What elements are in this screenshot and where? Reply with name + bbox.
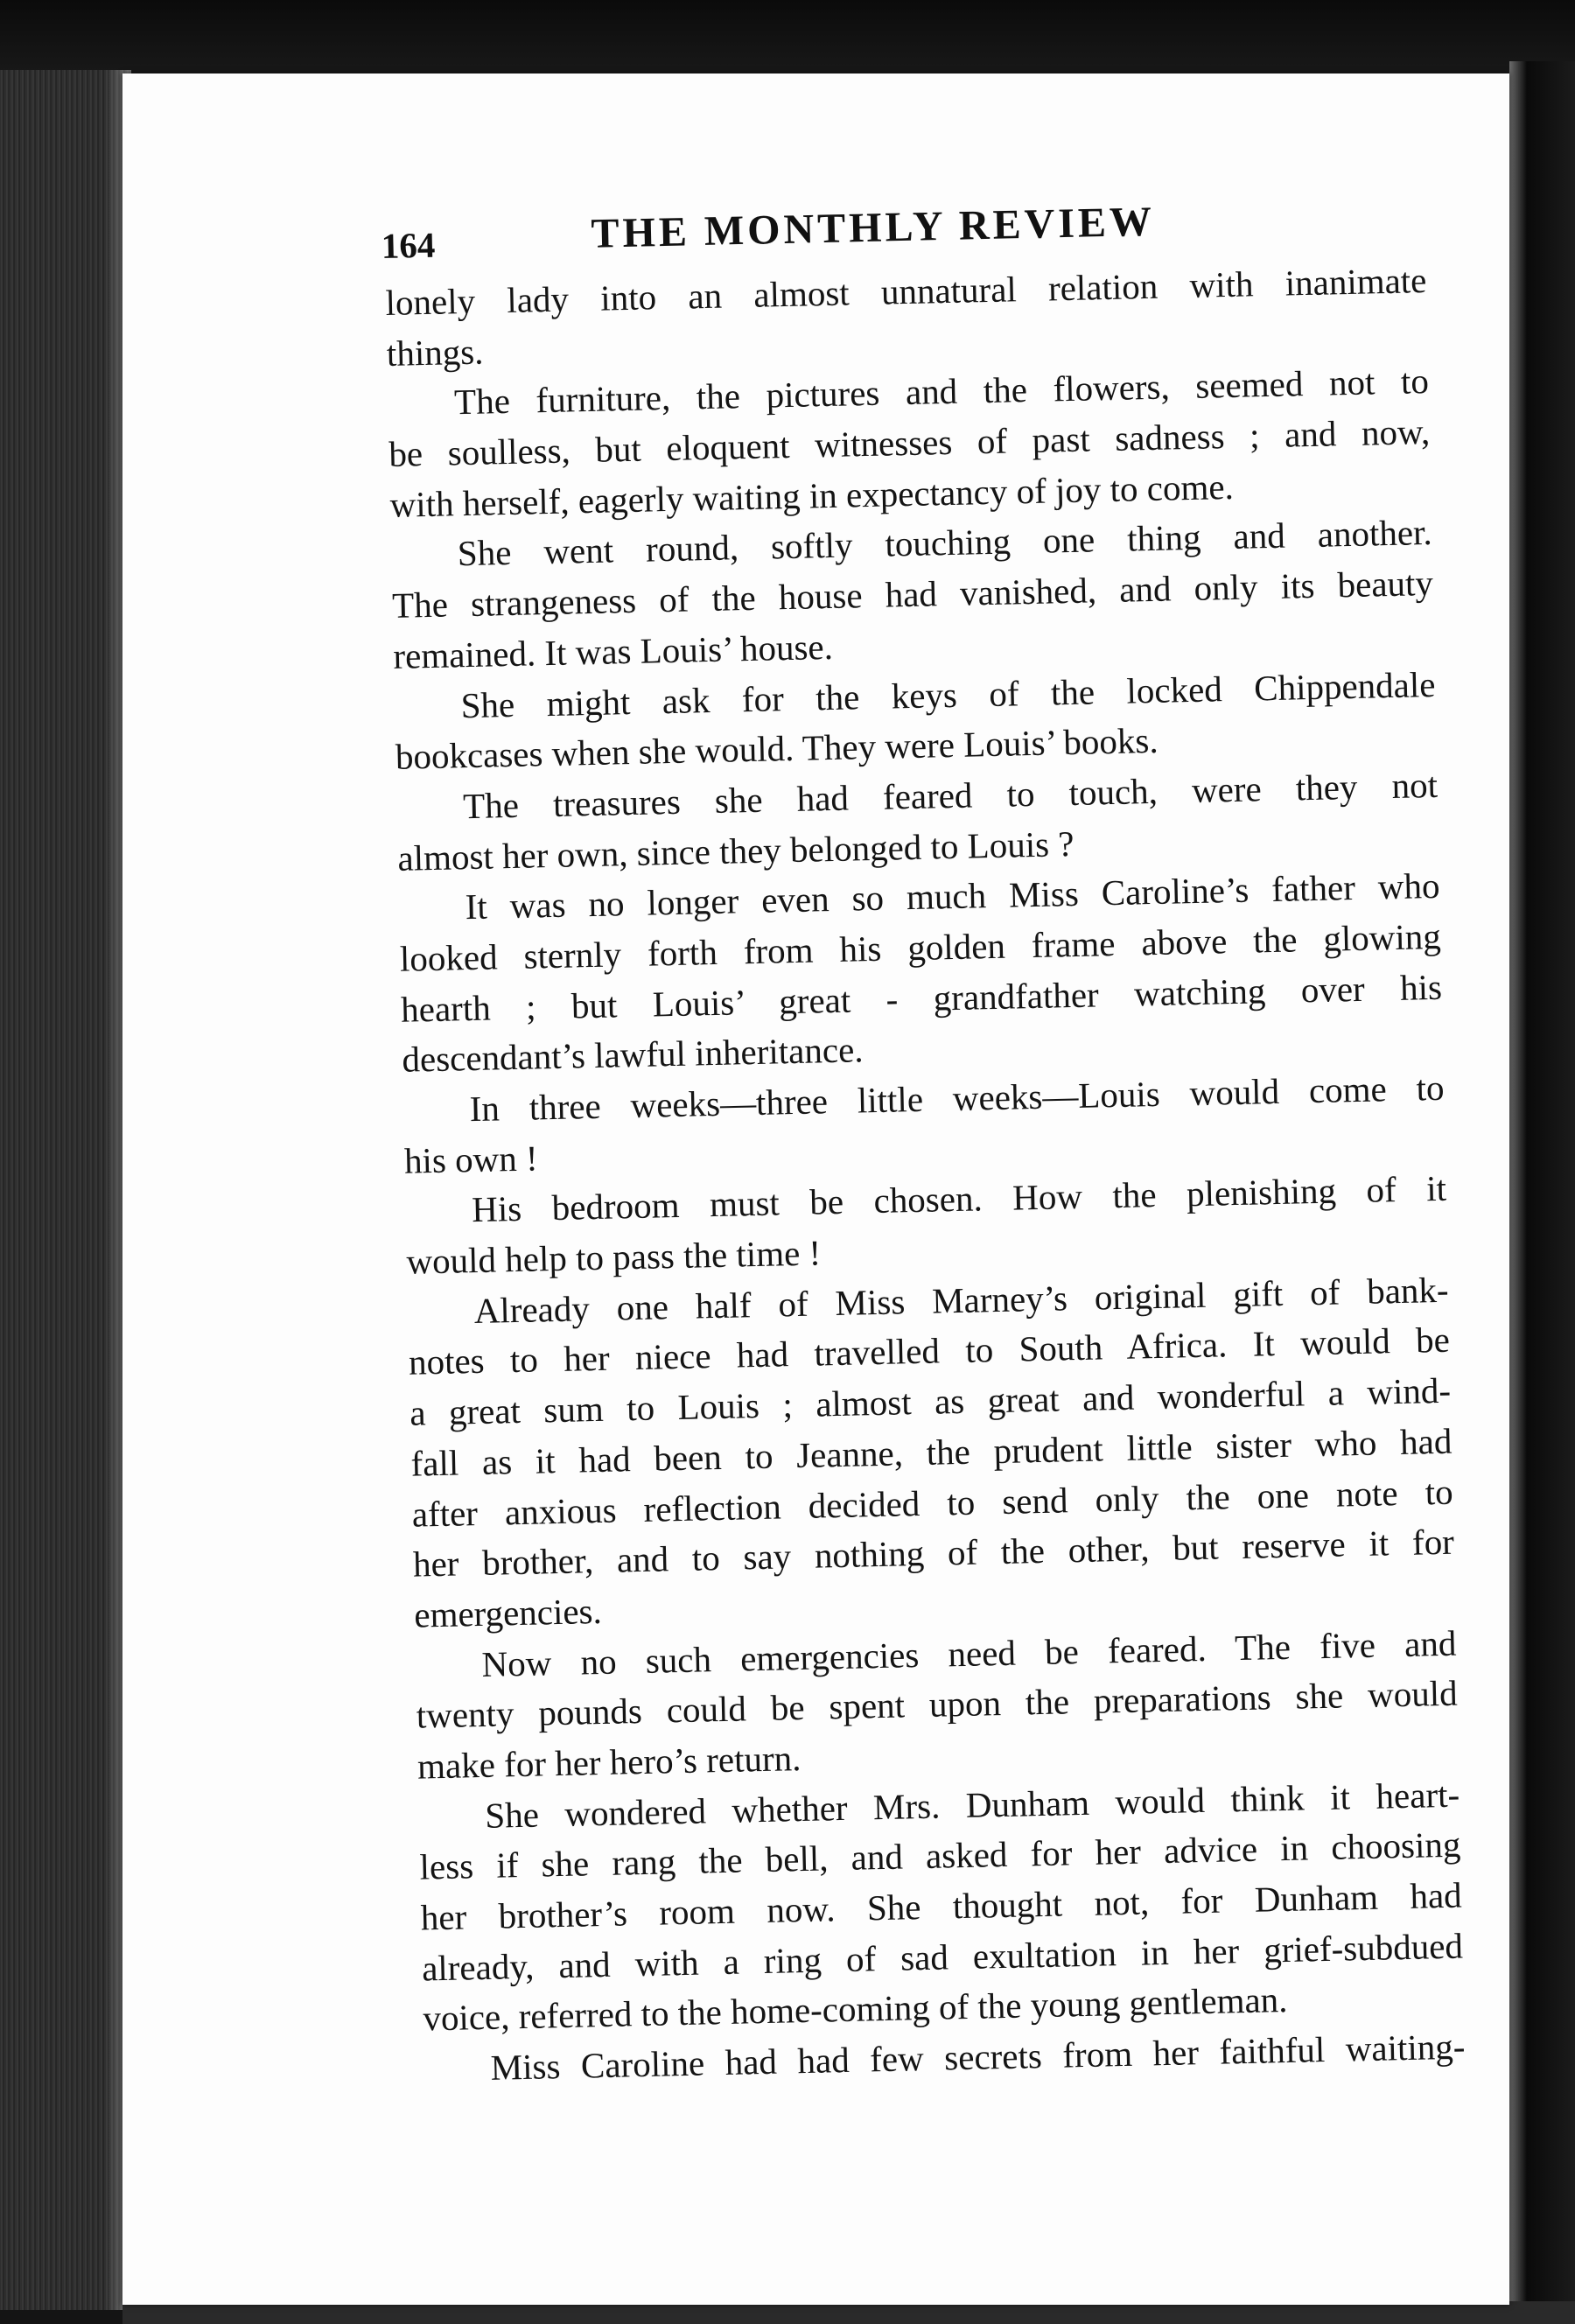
text-line: make for her hero’s return. — [416, 1737, 802, 1787]
text-line: a great sum to Louis ; almost as great and wonderful a wind- — [409, 1369, 1452, 1433]
text-line: things. — [386, 331, 484, 374]
text-line: Now no such emergencies need be feared. The five and — [481, 1622, 1457, 1684]
text-line: remained. It was Louis’ house. — [392, 626, 834, 676]
text-line: bookcases when she would. They were Louis’ books. — [395, 720, 1159, 778]
text-line: her brother’s room now. She thought not, for Dunham had — [420, 1874, 1463, 1938]
text-line: twenty pounds could be spent upon the preparations she would — [416, 1672, 1459, 1736]
text-line: descendant’s lawful inheritance. — [401, 1029, 864, 1081]
page-stack-left-edge — [0, 70, 131, 2310]
text-line: be soulless, but eloquent witnesses of past sadness ; and now, — [388, 411, 1431, 475]
text-line: She wondered whether Mrs. Dunham would think it heart- — [484, 1774, 1460, 1836]
text-line: already, and with a ring of sad exultation in her grief-subdued — [421, 1925, 1464, 1989]
text-line: with herself, eagerly waiting in expectancy of joy to come. — [389, 466, 1235, 525]
text-line: The furniture, the pictures and the flowers, seemed not to — [453, 360, 1430, 423]
body-text — [385, 256, 1466, 2095]
text-line: emergencies. — [413, 1590, 603, 1635]
text-line: In three weeks—three little weeks—Louis would come to — [469, 1067, 1445, 1130]
scan-top-shadow — [0, 0, 1575, 83]
text-line: less if she rang the bell, and asked for her advice in choosing — [419, 1824, 1461, 1887]
text-line: would help to pass the time ! — [406, 1232, 822, 1282]
text-line: voice, referred to the home-coming of the young gentleman. — [422, 1979, 1288, 2039]
text-line: The strangeness of the house had vanished, and only its beauty — [391, 563, 1434, 626]
text-line: His bedroom must be chosen. How the plenishing of it — [471, 1168, 1447, 1230]
text-line: almost her own, since they belonged to Louis ? — [396, 822, 1074, 878]
text-line: She went round, softly touching one thing and another. — [457, 512, 1433, 574]
text-line: her brother, and to say nothing of the other, but reserve it for — [412, 1521, 1455, 1585]
text-line: hearth ; but Louis’ great - grandfather watching over his — [400, 966, 1443, 1030]
text-line: looked sternly forth from his golden frame above the glowing — [399, 915, 1442, 979]
text-line: fall as it had been to Jeanne, the prudent little sister who had — [410, 1420, 1452, 1484]
text-line: his own ! — [403, 1138, 539, 1181]
text-line: lonely lady into an almost unnatural relation with inanimate — [385, 260, 1427, 323]
text-line: notes to her niece had travelled to South Africa. It would be — [408, 1320, 1451, 1383]
text-line: It was no longer even so much Miss Caroline’s father who — [465, 865, 1440, 928]
text-line: Already one half of Miss Marney’s original gift of bank- — [473, 1269, 1449, 1331]
text-line: after anxious reflection decided to send only the one note to — [411, 1471, 1454, 1535]
page-number: 164 — [381, 224, 436, 266]
text-line: Miss Caroline had had few secrets from her faithful waiting- — [490, 2026, 1466, 2088]
book-right-edge — [1509, 61, 1575, 2324]
text-line: The treasures she had feared to touch, were they not — [462, 764, 1438, 827]
text-line: She might ask for the keys of the locked Chippendale — [460, 663, 1436, 725]
running-head: THE MONTHLY REVIEW — [590, 198, 1156, 257]
